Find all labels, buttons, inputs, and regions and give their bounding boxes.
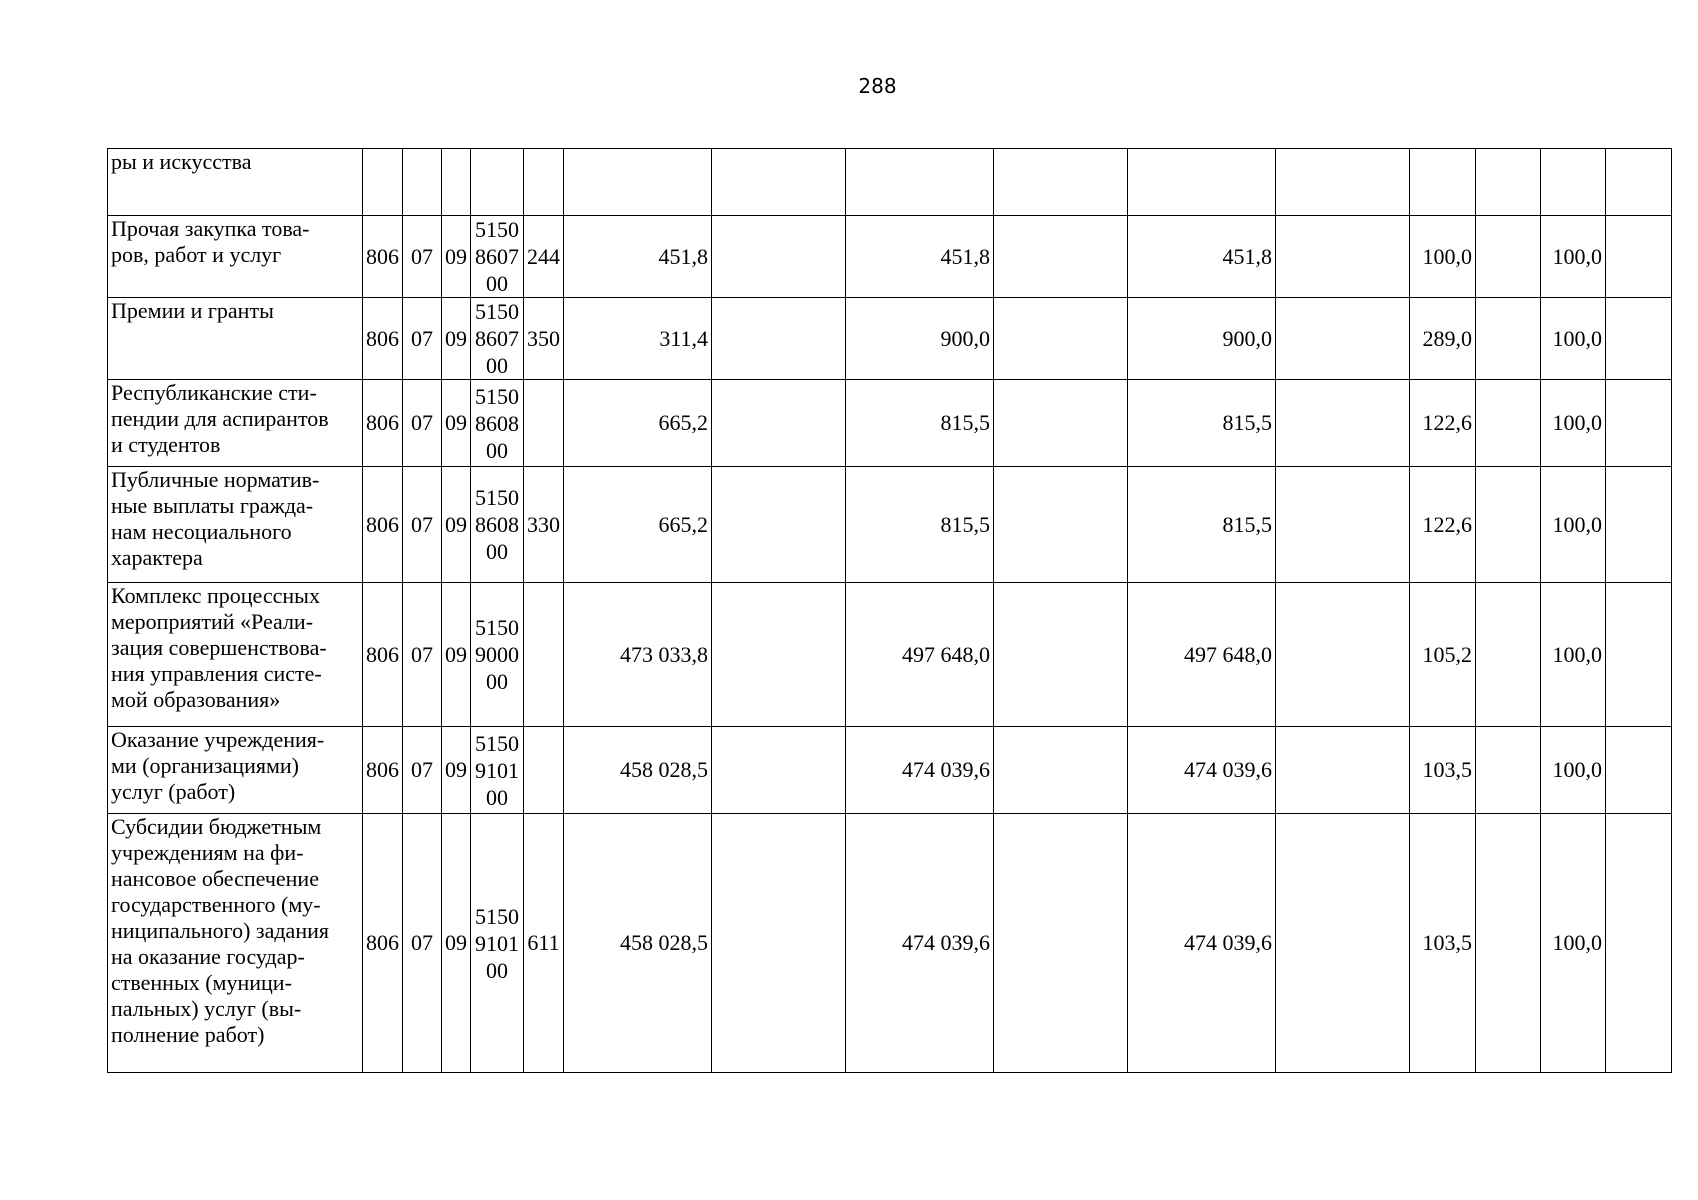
value-3: 474 039,6 [1128,814,1276,1073]
table-row [108,380,1672,467]
code-section: 07 [403,380,442,467]
budget-table [107,148,1672,1073]
empty-cell [712,583,846,727]
code-section: 07 [403,583,442,727]
empty-cell [1606,380,1672,467]
empty-cell [1606,149,1672,216]
code-subsection: 09 [442,380,471,467]
value-1 [564,149,712,216]
table-row [108,583,1672,727]
empty-cell [994,298,1128,380]
percent-1: 105,2 [1410,583,1476,727]
code-section [403,149,442,216]
table-row [108,467,1672,583]
empty-cell [994,380,1128,467]
table-row [108,727,1672,814]
empty-cell [712,149,846,216]
percent-2: 100,0 [1541,380,1606,467]
value-3 [1128,149,1276,216]
code-subsection: 09 [442,727,471,814]
code-subsection: 09 [442,216,471,298]
empty-cell [994,216,1128,298]
value-3: 451,8 [1128,216,1276,298]
percent-2: 100,0 [1541,814,1606,1073]
percent-2: 100,0 [1541,583,1606,727]
code-target-article: 5150 8608 00 [471,467,524,583]
page-number: 288 [858,74,897,98]
code-expense-type: 350 [524,298,564,380]
empty-cell [1476,149,1541,216]
item-name: Комплекс процессных мероприятий «Реали- зация совершенствова- ния управления систе- мой образования» [108,583,363,727]
value-2: 497 648,0 [846,583,994,727]
code-target-article [471,149,524,216]
value-3: 497 648,0 [1128,583,1276,727]
table-row [108,149,1672,216]
empty-cell [1276,380,1410,467]
empty-cell [1606,467,1672,583]
value-2: 474 039,6 [846,727,994,814]
table-row [108,298,1672,380]
percent-1: 100,0 [1410,216,1476,298]
empty-cell [712,727,846,814]
item-name: Прочая закупка това- ров, работ и услуг [108,216,363,298]
code-target-article: 5150 8607 00 [471,298,524,380]
value-2: 451,8 [846,216,994,298]
value-1: 458 028,5 [564,727,712,814]
code-subsection [442,149,471,216]
code-section: 07 [403,814,442,1073]
percent-1: 289,0 [1410,298,1476,380]
empty-cell [1476,814,1541,1073]
item-name: Премии и гранты [108,298,363,380]
percent-1: 103,5 [1410,727,1476,814]
value-2: 815,5 [846,380,994,467]
table-row [108,216,1672,298]
percent-1 [1410,149,1476,216]
empty-cell [1606,814,1672,1073]
empty-cell [1276,583,1410,727]
code-subsection: 09 [442,583,471,727]
percent-1: 103,5 [1410,814,1476,1073]
code-target-article: 5150 8608 00 [471,380,524,467]
empty-cell [1476,727,1541,814]
empty-cell [1476,380,1541,467]
code-section: 07 [403,467,442,583]
code-grbs: 806 [363,727,403,814]
empty-cell [1276,467,1410,583]
item-name: Республиканские сти- пендии для аспирантов и студентов [108,380,363,467]
value-3: 815,5 [1128,380,1276,467]
empty-cell [994,583,1128,727]
item-name: Публичные норматив- ные выплаты гражда- нам несоциального характера [108,467,363,583]
code-grbs: 806 [363,583,403,727]
empty-cell [994,814,1128,1073]
empty-cell [994,467,1128,583]
empty-cell [1276,298,1410,380]
percent-2: 100,0 [1541,298,1606,380]
code-section: 07 [403,298,442,380]
empty-cell [1606,298,1672,380]
value-1: 473 033,8 [564,583,712,727]
value-3: 900,0 [1128,298,1276,380]
code-section: 07 [403,216,442,298]
value-1: 311,4 [564,298,712,380]
value-1: 665,2 [564,467,712,583]
empty-cell [1606,583,1672,727]
value-1: 451,8 [564,216,712,298]
code-grbs: 806 [363,298,403,380]
code-grbs: 806 [363,216,403,298]
empty-cell [1606,216,1672,298]
empty-cell [712,298,846,380]
code-expense-type: 244 [524,216,564,298]
code-target-article: 5150 8607 00 [471,216,524,298]
percent-2: 100,0 [1541,727,1606,814]
code-target-article: 5150 9101 00 [471,814,524,1073]
code-target-article: 5150 9101 00 [471,727,524,814]
empty-cell [994,727,1128,814]
percent-1: 122,6 [1410,467,1476,583]
code-expense-type [524,583,564,727]
empty-cell [712,467,846,583]
code-expense-type [524,380,564,467]
percent-2: 100,0 [1541,216,1606,298]
value-2: 815,5 [846,467,994,583]
code-expense-type [524,727,564,814]
value-2: 900,0 [846,298,994,380]
empty-cell [712,216,846,298]
code-grbs: 806 [363,814,403,1073]
code-expense-type: 611 [524,814,564,1073]
item-name: Оказание учреждения- ми (организациями) услуг (работ) [108,727,363,814]
code-subsection: 09 [442,814,471,1073]
empty-cell [994,149,1128,216]
value-3: 815,5 [1128,467,1276,583]
code-subsection: 09 [442,298,471,380]
empty-cell [1476,216,1541,298]
value-2 [846,149,994,216]
empty-cell [1606,727,1672,814]
value-1: 665,2 [564,380,712,467]
empty-cell [1276,727,1410,814]
code-grbs: 806 [363,467,403,583]
value-3: 474 039,6 [1128,727,1276,814]
code-grbs [363,149,403,216]
code-expense-type: 330 [524,467,564,583]
percent-1: 122,6 [1410,380,1476,467]
empty-cell [1476,467,1541,583]
code-section: 07 [403,727,442,814]
item-name: Субсидии бюджетным учреждениям на фи- нансовое обеспечение государственного (му- ниципального) задания на оказание государ- ственных (муници- пальных) услуг (вы- полнение работ) [108,814,363,1073]
empty-cell [1276,814,1410,1073]
empty-cell [712,380,846,467]
code-target-article: 5150 9000 00 [471,583,524,727]
percent-2: 100,0 [1541,467,1606,583]
value-1: 458 028,5 [564,814,712,1073]
table-row [108,814,1672,1073]
empty-cell [1276,149,1410,216]
empty-cell [712,814,846,1073]
code-expense-type [524,149,564,216]
percent-2 [1541,149,1606,216]
empty-cell [1276,216,1410,298]
empty-cell [1476,298,1541,380]
code-grbs: 806 [363,380,403,467]
value-2: 474 039,6 [846,814,994,1073]
empty-cell [1476,583,1541,727]
code-subsection: 09 [442,467,471,583]
item-name: ры и искусства [108,149,363,216]
